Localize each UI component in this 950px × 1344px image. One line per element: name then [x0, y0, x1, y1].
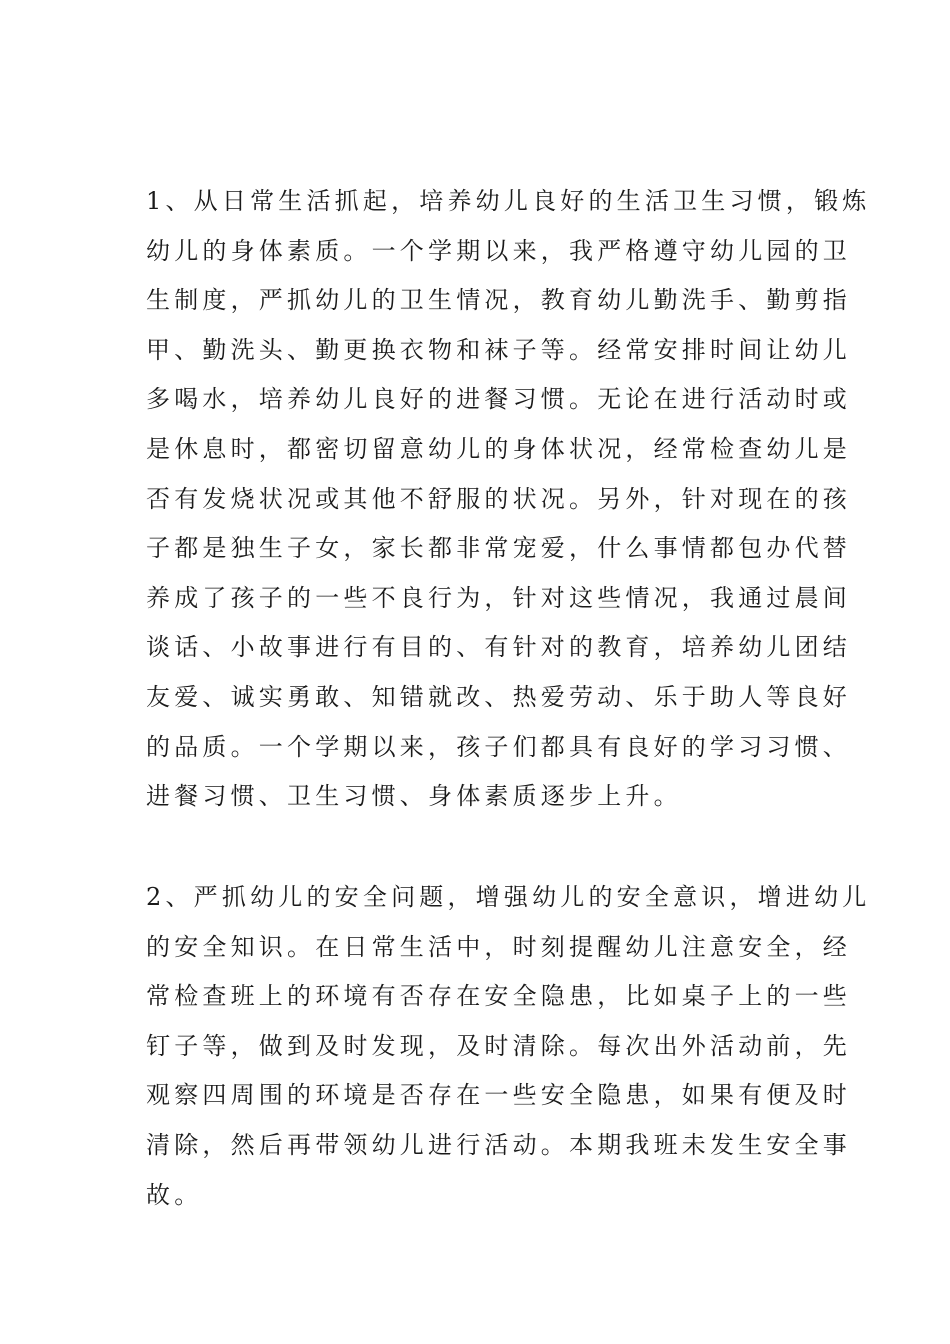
- paragraph-line: 故。: [146, 1180, 203, 1209]
- paragraph-line: 多喝水，培养幼儿良好的进餐习惯。无论在进行活动时或: [146, 385, 851, 414]
- paragraph-line: 子都是独生子女，家长都非常宠爱，什么事情都包办代替: [146, 534, 851, 563]
- paragraph-daily-hygiene: [146, 177, 871, 822]
- paragraph-line: 2、严抓幼儿的安全问题，增强幼儿的安全意识，增进幼儿: [146, 883, 871, 911]
- paragraph-safety: [146, 873, 871, 1220]
- paragraph-line: 是休息时，都密切留意幼儿的身体状况，经常检查幼儿是: [146, 434, 851, 463]
- paragraph-line: 养成了孩子的一些不良行为，针对这些情况，我通过晨间: [146, 583, 851, 612]
- paragraph-line: 否有发烧状况或其他不舒服的状况。另外，针对现在的孩: [146, 484, 851, 513]
- paragraph-line: 的品质。一个学期以来，孩子们都具有良好的学习习惯、: [146, 732, 851, 761]
- paragraph-line: 1、从日常生活抓起，培养幼儿良好的生活卫生习惯，锻炼: [146, 187, 871, 215]
- paragraph-line: 生制度，严抓幼儿的卫生情况，教育幼儿勤洗手、勤剪指: [146, 286, 851, 315]
- paragraph-line: 钉子等，做到及时发现，及时清除。每次出外活动前，先: [146, 1031, 851, 1060]
- paragraph-line: 的安全知识。在日常生活中，时刻提醒幼儿注意安全，经: [146, 932, 851, 961]
- paragraph-line: 幼儿的身体素质。一个学期以来，我严格遵守幼儿园的卫: [146, 236, 851, 265]
- paragraph-line: 谈话、小故事进行有目的、有针对的教育，培养幼儿团结: [146, 633, 851, 662]
- paragraph-line: 友爱、诚实勇敢、知错就改、热爱劳动、乐于助人等良好: [146, 682, 851, 711]
- paragraph-line: 清除，然后再带领幼儿进行活动。本期我班未发生安全事: [146, 1130, 851, 1159]
- paragraph-line: 进餐习惯、卫生习惯、身体素质逐步上升。: [146, 782, 682, 811]
- paragraph-line: 甲、勤洗头、勤更换衣物和袜子等。经常安排时间让幼儿: [146, 335, 851, 364]
- paragraph-line: 观察四周围的环境是否存在一些安全隐患，如果有便及时: [146, 1081, 851, 1110]
- paragraph-line: 常检查班上的环境有否存在安全隐患，比如桌子上的一些: [146, 982, 851, 1011]
